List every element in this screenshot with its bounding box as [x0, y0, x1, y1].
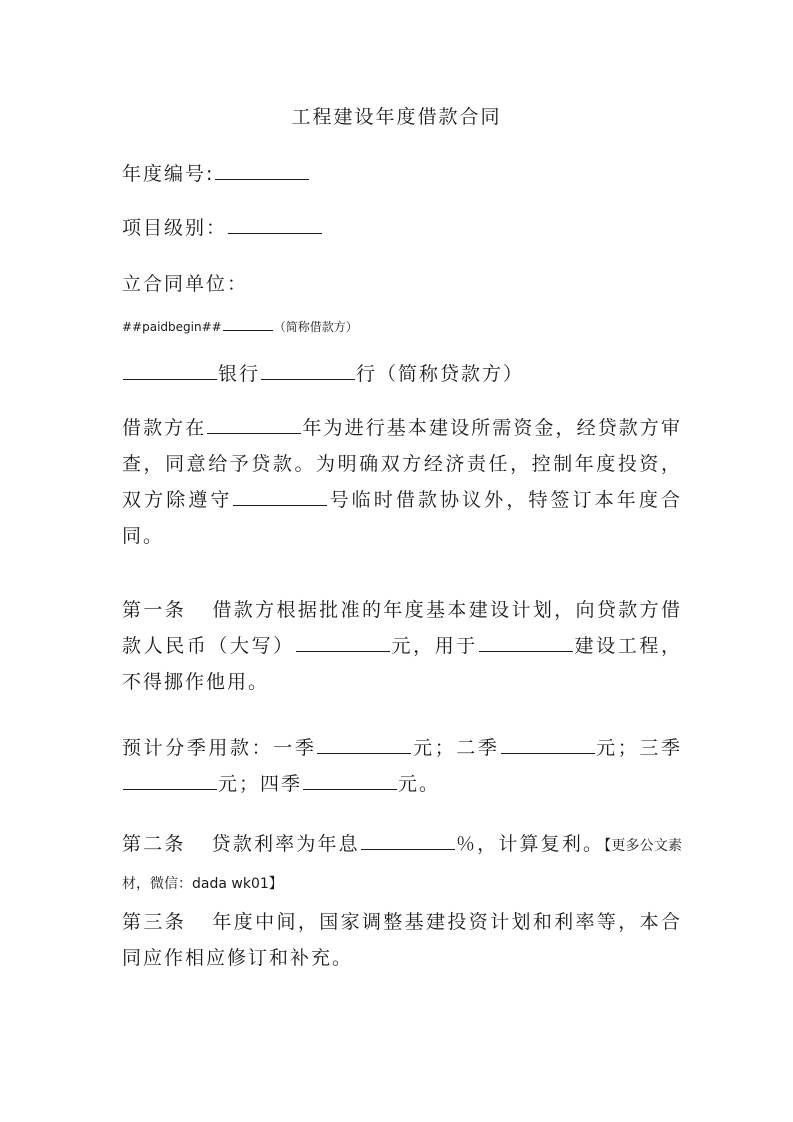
intro-text-3: 号临时借款协议外，特签订本年度合同。 [122, 489, 682, 547]
quarterly-text-1: 预计分季用款：一季 [122, 737, 317, 759]
article-2-rate-blank [361, 831, 455, 850]
q4-blank [303, 771, 397, 790]
article-1-text-3: 建设工程，不得挪作他用。 [122, 635, 682, 693]
lender-bank-blank [123, 361, 217, 380]
article-1-label: 第一条 [122, 599, 187, 621]
q1-blank [317, 735, 411, 754]
intro-year-blank [207, 415, 301, 434]
article-3-label: 第三条 [122, 911, 187, 933]
paid-marker: ##paidbegin## [122, 320, 222, 334]
quarterly-text-4: 元；四季 [218, 773, 303, 795]
annual-number-line [122, 156, 682, 192]
quarterly-text-2: 元；二季 [412, 737, 500, 759]
q3-blank [123, 771, 217, 790]
borrower-note: （简称借款方） [273, 320, 358, 334]
article-3 [122, 904, 682, 976]
borrower-line [122, 318, 682, 336]
quarterly-text-5: 元。 [398, 773, 441, 795]
article-1-project-blank [479, 633, 573, 652]
article-2-text-2: ％，计算复利。 [455, 833, 605, 855]
article-3-text: 年度中间，国家调整基建投资计划和利率等，本合同应作相应修订和补充。 [122, 911, 682, 969]
document-title: 工程建设年度借款合同 [291, 106, 502, 128]
intro-text-2: 年为进行基本建设所需资金，经贷款方审查，同意给予贷款。为明确双方经济责任，控制年度投资，双方除遵守 [122, 417, 682, 511]
intro-paragraph [122, 410, 682, 554]
intro-text-1: 借款方在 [122, 417, 207, 439]
article-1-text-2: 元，用于 [390, 635, 478, 657]
lender-branch-blank [261, 361, 355, 380]
project-level-line [122, 210, 682, 246]
lender-line [122, 356, 682, 392]
borrower-blank [223, 319, 273, 331]
parties-label: 立合同单位： [122, 273, 249, 295]
project-level-blank [228, 215, 322, 234]
q2-blank [501, 735, 595, 754]
annual-number-label: 年度编号: [122, 163, 215, 185]
article-1-text-1: 借款方根据批准的年度基本建设计划，向贷款方借款人民币（大写） [122, 599, 682, 657]
article-1-amount-blank [296, 633, 390, 652]
annual-number-blank [215, 161, 309, 180]
article-2 [122, 826, 682, 902]
quarterly-paragraph [122, 730, 682, 802]
promo-text: 【更多公文素材，微信：dada wk01】 [122, 838, 682, 892]
project-level-label: 项目级别： [122, 217, 228, 239]
bank-text: 银行 [218, 363, 261, 385]
article-2-text-1: 贷款利率为年息 [211, 833, 360, 855]
branch-text: 行（简称贷款方） [356, 363, 525, 385]
article-1 [122, 592, 682, 700]
article-2-label: 第二条 [122, 833, 186, 855]
intro-agreement-blank [233, 487, 327, 506]
quarterly-text-3: 元；三季 [595, 737, 682, 759]
